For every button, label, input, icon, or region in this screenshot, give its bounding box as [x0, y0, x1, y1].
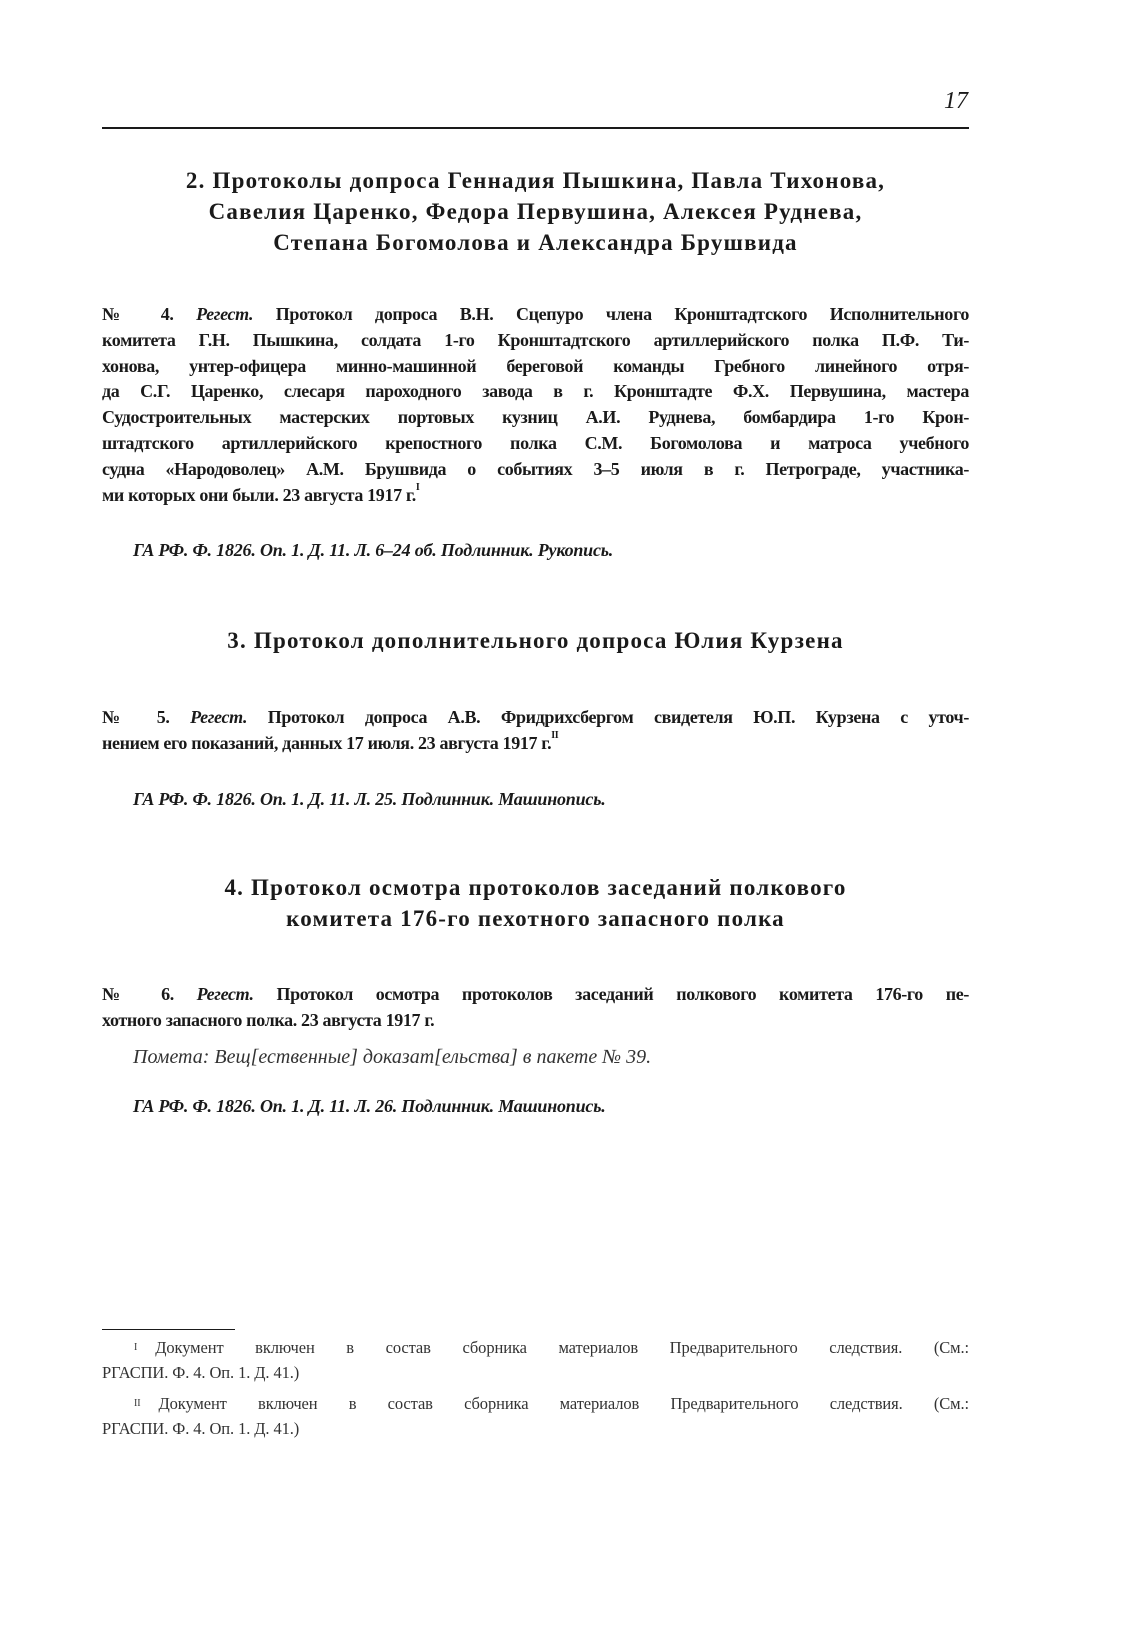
regest-paragraph: [102, 705, 969, 757]
regest-label: Регест.: [196, 984, 254, 1004]
text-line: Протокол допроса А.В. Фридрихсбергом свидетеля Ю.П. Курзена с уточ-: [267, 707, 969, 727]
regest-paragraph: [102, 302, 969, 508]
footnote-text: Документ включен в состав сборника материалов Предварительного следствия. (См.:: [158, 1394, 969, 1413]
footnote: [102, 1391, 969, 1441]
footnote-text: Документ включен в состав сборника материалов Предварительного следствия. (См.:: [155, 1338, 969, 1357]
footnote-mark: II: [134, 1398, 141, 1409]
page-number: 17: [944, 88, 968, 114]
footnote-text: РГАСПИ. Ф. 4. Оп. 1. Д. 41.): [102, 1363, 300, 1382]
heading-line: 2. Протоколы допроса Геннадия Пышкина, Павла Тихонова,: [185, 168, 886, 193]
text-line: да С.Г. Царенко, слесаря пароходного завода в г. Кронштадте Ф.Х. Первушина, мастера: [102, 381, 969, 402]
archive-source: ГА РФ. Ф. 1826. Оп. 1. Д. 11. Л. 26. Подлинник. Машинопись.: [133, 1096, 606, 1116]
heading-line: 3. Протокол дополнительного допроса Юлия Курзена: [227, 628, 844, 653]
section-heading: [102, 872, 969, 934]
heading-line: Савелия Царенко, Федора Первушина, Алексея Руднева,: [208, 199, 863, 224]
text-line: Протокол осмотра протоколов заседаний полкового комитета 176-го пе-: [276, 984, 969, 1004]
heading-line: комитета 176-го пехотного запасного полка: [286, 906, 785, 931]
footnote: [102, 1335, 969, 1385]
footnote-ref[interactable]: I: [415, 481, 420, 493]
annotation-note: Помета: Вещ[ественные] доказат[ельства] в пакете № 39.: [133, 1046, 652, 1068]
footnote-text: РГАСПИ. Ф. 4. Оп. 1. Д. 41.): [102, 1419, 300, 1438]
text-line: штадтского артиллерийского крепостного полка С.М. Богомолова и матроса учебного: [102, 432, 969, 453]
text-line: хонова, унтер-офицера минно-машинной береговой команды Гребного линейного отря-: [102, 355, 969, 376]
doc-number: № 6.: [102, 984, 174, 1004]
doc-number: № 5.: [102, 707, 170, 727]
footnote-mark: I: [134, 1342, 138, 1353]
text-line: Судостроительных мастерских портовых кузниц А.И. Руднева, бомбардира 1-го Крон-: [102, 407, 969, 428]
text-line: Протокол допроса В.Н. Сцепуро члена Кронштадтского Исполнительного: [275, 304, 969, 324]
header-rule: [102, 127, 969, 129]
section-heading: [102, 165, 969, 258]
regest-label: Регест.: [190, 707, 248, 727]
archive-source: ГА РФ. Ф. 1826. Оп. 1. Д. 11. Л. 6–24 об. Подлинник. Рукопись.: [133, 540, 614, 560]
heading-line: 4. Протокол осмотра протоколов заседаний полкового: [224, 875, 847, 900]
footnote-rule: [102, 1329, 235, 1330]
regest-paragraph: [102, 982, 969, 1034]
heading-line: Степана Богомолова и Александра Брушвида: [273, 230, 798, 255]
section-heading: [102, 625, 969, 656]
archive-source: ГА РФ. Ф. 1826. Оп. 1. Д. 11. Л. 25. Подлинник. Машинопись.: [133, 789, 606, 809]
text-line: комитета Г.Н. Пышкина, солдата 1-го Кронштадтского артиллерийского полка П.Ф. Ти-: [102, 329, 969, 350]
doc-number: № 4.: [102, 304, 174, 324]
text-line: нением его показаний, данных 17 июля. 23 августа 1917 г.: [102, 732, 552, 753]
regest-label: Регест.: [196, 304, 254, 324]
text-line: ми которых они были. 23 августа 1917 г.: [102, 484, 416, 505]
footnote-ref[interactable]: II: [551, 729, 559, 741]
text-line: хотного запасного полка. 23 августа 1917 г.: [102, 1009, 435, 1030]
text-line: судна «Народоволец» А.М. Брушвида о событиях 3–5 июля в г. Петрограде, участника-: [102, 458, 969, 479]
